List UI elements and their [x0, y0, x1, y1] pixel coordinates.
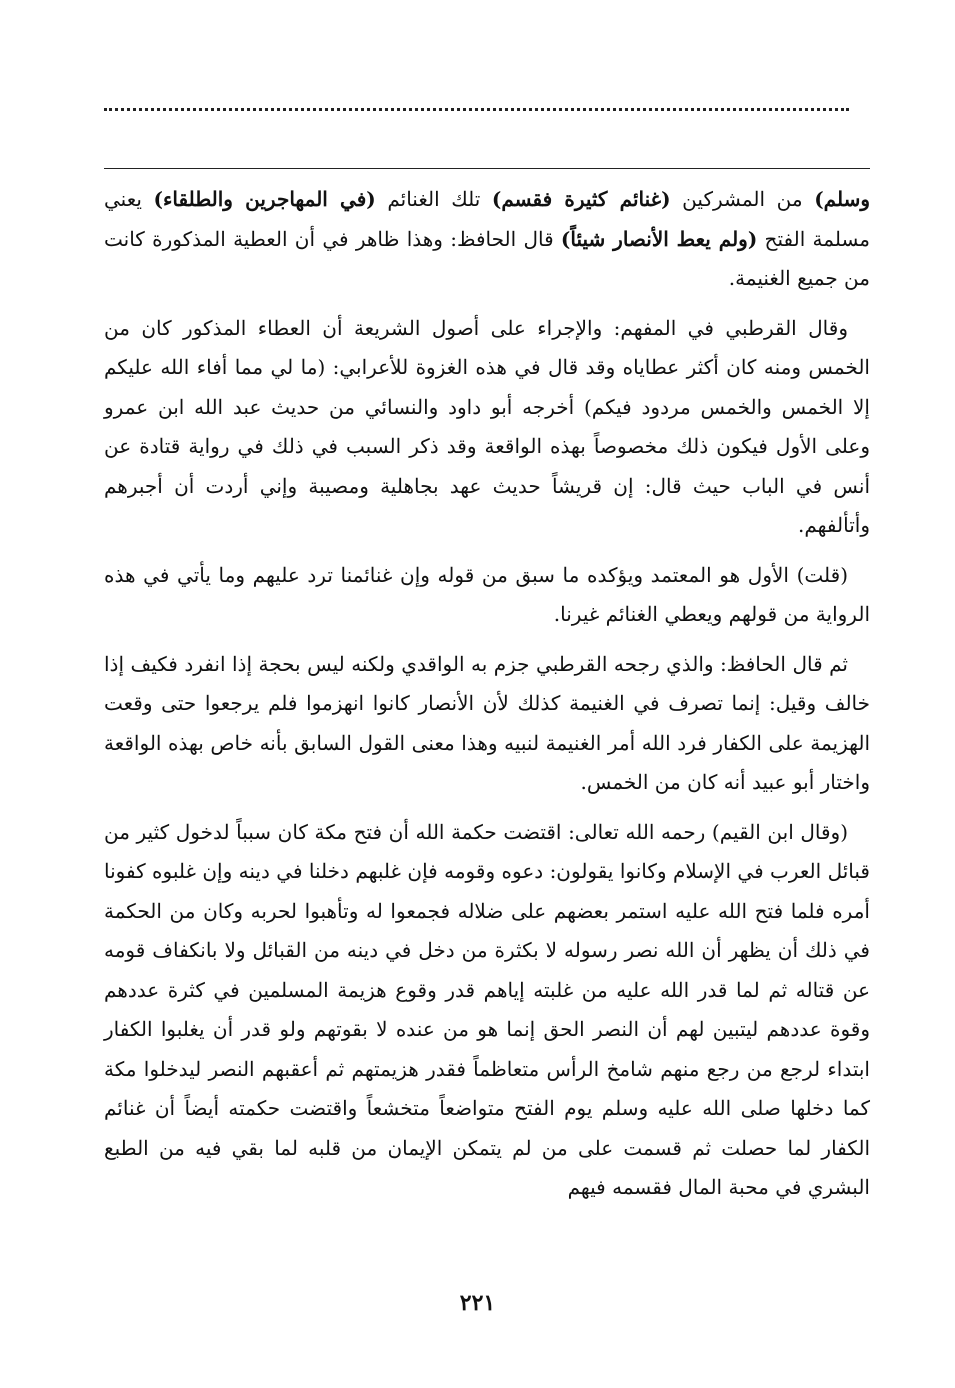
page-number: ٢٢١ — [459, 1290, 496, 1316]
text-segment: يعني مسلمة الفتح — [104, 187, 871, 251]
bold-quote-segment: (في المهاجرين والطلقاء) — [153, 187, 376, 211]
header-rule — [104, 168, 870, 169]
text-segment: قال الحافظ: وهذا ظاهر في أن العطية المذكورة كانت من جميع الغنيمة. — [104, 226, 870, 290]
text-segment: تلك الغنائم — [375, 187, 492, 211]
paragraph-4 — [104, 645, 870, 803]
text-segment: من المشركين — [670, 187, 815, 211]
paragraph-3 — [104, 556, 870, 635]
dotted-header-line — [104, 96, 849, 111]
text-segment: ثم قال الحافظ: والذي رجحه القرطبي جزم به الواقدي ولكنه ليس بحجة إذا انفرد فكيف إذا خالف وقيل: إنما تصرف في الغنيمة كذلك لأن الأنصار كانوا انهزموا فلم يرجعوا حتى وقعت الهزيمة على الكفار فرد الله أمر الغنيمة لنبيه وهذا معنى القول السابق بأنه خاص بهذه الواقعة واختار أبو عبيد أنه كان من الخمس. — [104, 651, 870, 794]
paragraph-2 — [104, 309, 870, 546]
bold-quote-segment: (ولم يعط الأنصار شيئاً) — [560, 226, 758, 251]
bold-quote-segment: (غنائم كثيرة فقسم) — [491, 187, 671, 211]
bold-quote-segment: وسلم) — [814, 187, 870, 211]
text-segment: (قلت) الأول هو المعتمد ويؤكده ما سبق من قوله وإن غنائمنا ترد عليهم وما يأتي في هذه الرواية من قولهم ويعطي الغنائم غيرنا. — [104, 562, 870, 626]
paragraph-1 — [104, 180, 870, 299]
text-segment: وقال القرطبي في المفهم: والإجراء على أصول الشريعة أن العطاء المذكور كان من الخمس ومنه كان أكثر عطاياه وقد قال في هذه الغزوة للأعرابي: (ما لي مما أفاء الله عليكم إلا الخمس والخمس مردود فيكم) أخرجه أبو داود والنسائي من حديث عبد الله ابن عمرو وعلى الأول فيكون ذلك مخصوصاً بهذه الواقعة وقد ذكر السبب في ذلك في رواية قتادة عن أنس في الباب حيث قال: إن قريشاً حديث عهد بجاهلية ومصيبة وإني أردت أن أجبرهم وأتألفهم. — [104, 315, 870, 537]
text-segment: (وقال ابن القيم) رحمه الله تعالى: اقتضت حكمة الله أن فتح مكة كان سبباً لدخول كثير من قبائل العرب في الإسلام وكانوا يقولون: دعوه وقومه فإن غلبهم دخلنا في دينه وإن غلبوه كفونا أمره فلما فتح الله عليه استمر بعضهم على ضلاله فجمعوا له وتأهبوا لحربه وكان من الحكمة في ذلك أن يظهر أن الله نصر رسوله لا بكثرة من دخل في دينه من القبائل ولا بانكفاف قومه عن قتاله ثم لما قدر الله عليه من غلبته إياهم قدر وقوع هزيمة المسلمين في كثرة عددهم وقوة عددهم ليتبين لهم أن النصر الحق إنما هو من عنده لا بقوتهم ولو قدر أن يغلبوا الكفار ابتداء لرجع من رجع منهم شامخ الرأس متعاظماً فقدر هزيمتهم ثم أعقبهم النصر ليدخلوا مكة كما دخلها صلى الله عليه وسلم يوم الفتح متواضعاً متخشعاً واقتضت حكمته أيضاً أن غنائم الكفار لما حصلت ثم قسمت على من لم يتمكن الإيمان من قلبه لما بقي فيه من الطبع البشري في محبة المال فقسمه فيهم — [104, 819, 871, 1199]
body-text — [104, 180, 870, 1218]
paragraph-5 — [104, 813, 870, 1208]
